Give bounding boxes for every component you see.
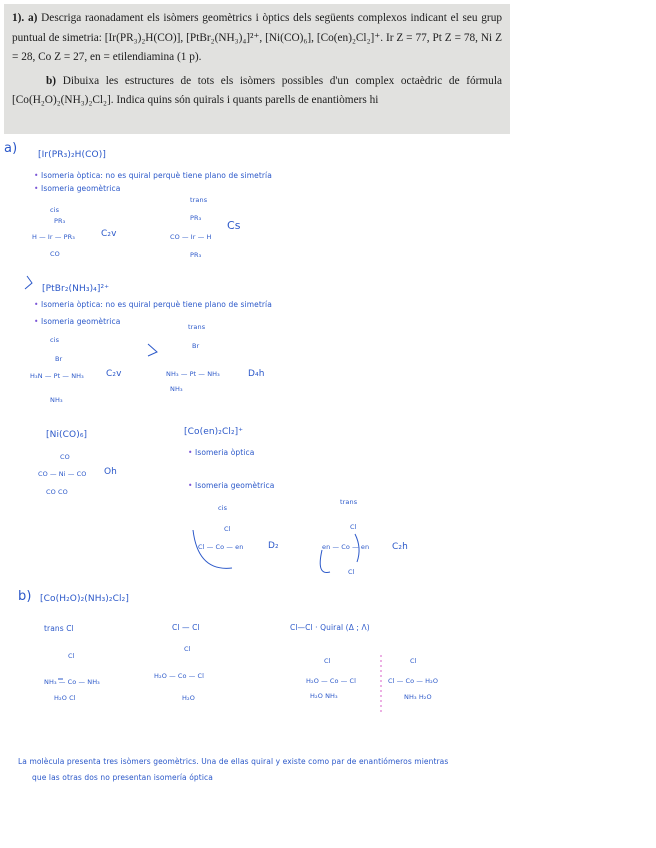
ir-cis-axis: H — Ir — PR₃ bbox=[32, 233, 75, 241]
ir-trans-label: trans bbox=[190, 196, 208, 204]
b-m4-top-ligand: Cl bbox=[410, 657, 417, 665]
b-m2-axis: H₂O — Co — Cl bbox=[154, 672, 205, 680]
question-b-number: b) bbox=[46, 74, 57, 87]
ni-bottom-ligands: CO CO bbox=[46, 488, 68, 496]
co-trans-bottom-ligand: Cl bbox=[348, 568, 355, 576]
pt-trans-bottom-ligand: NH₃ bbox=[170, 385, 183, 393]
pt-optical-note bbox=[34, 300, 272, 309]
pt-trans-top-ligand: Br bbox=[192, 342, 200, 350]
b-m2-top-ligand: Cl bbox=[184, 645, 191, 653]
bullet-dot: • bbox=[188, 481, 193, 490]
b-isomer1-title: trans Cl bbox=[44, 624, 74, 633]
b-m4-axis: Cl — Co — H₂O bbox=[388, 677, 439, 685]
co-cis-point-group: D₂ bbox=[268, 541, 279, 551]
b-m1-axis: NH₃ — Co — NH₃ bbox=[44, 678, 100, 686]
question-b-text: Dibuixa les estructures de tots els isòmers possibles d'un complex octaèdric de fórmula [Co(H₂O)₂(NH₃)₂Cl₂]. Indica quins són quirals i quants parells de enantiòmers hi bbox=[12, 74, 502, 106]
b-isomer2-title: Cl — Cl bbox=[172, 623, 200, 632]
co-trans-label: trans bbox=[340, 498, 358, 506]
ir-trans-top-ligand: PR₃ bbox=[190, 214, 202, 222]
ir-optical-text: Isomeria òptica: no es quiral perquè tiene plano de simetría bbox=[41, 171, 272, 180]
pt-cis-top-ligand: Br bbox=[55, 355, 63, 363]
conclusion-line-2: que las otras dos no presentan isomería óptica bbox=[32, 773, 213, 782]
b-m1-bottom-ligands: H₂O Cl bbox=[54, 694, 76, 702]
ir-geometric-note bbox=[34, 184, 120, 193]
ir-formula: [Ir(PR₃)₂H(CO)] bbox=[38, 150, 106, 160]
pt-cis-bottom-ligand: NH₃ bbox=[50, 396, 63, 404]
co-trans-point-group: C₂h bbox=[392, 542, 408, 552]
b-formula: [Co(H₂O)₂(NH₃)₂Cl₂] bbox=[40, 594, 129, 604]
pt-cis-axis: H₃N — Pt — NH₃ bbox=[30, 372, 84, 380]
pt-trans-label: trans bbox=[188, 323, 206, 331]
ir-trans-bottom-ligand: PR₃ bbox=[190, 251, 202, 259]
b-m1-top-ligand: Cl bbox=[68, 652, 75, 660]
b-m3-axis: H₂O — Co — Cl bbox=[306, 677, 357, 685]
bullet-dot: • bbox=[34, 171, 39, 180]
co-cis-top-ligand: Cl bbox=[224, 525, 231, 533]
b-m3-top-ligand: Cl bbox=[324, 657, 331, 665]
bullet-dot: • bbox=[34, 300, 39, 309]
pt-geometric-note bbox=[34, 317, 120, 326]
b-m2-bottom-ligand: H₂O bbox=[182, 694, 195, 702]
ir-cis-point-group: C₂v bbox=[101, 229, 117, 239]
co-formula: [Co(en)₂Cl₂]⁺ bbox=[184, 427, 244, 437]
pt-optical-text: Isomeria òptica: no es quiral perquè tiene plano de simetría bbox=[41, 300, 272, 309]
ir-cis-label: cis bbox=[50, 206, 60, 214]
co-optical-note bbox=[188, 448, 254, 457]
ni-formula: [Ni(CO)₆] bbox=[46, 430, 88, 440]
ir-geometric-text: Isomeria geomètrica bbox=[41, 184, 121, 193]
ir-trans-point-group: Cs bbox=[227, 219, 241, 232]
co-geometric-text: Isomeria geomètrica bbox=[195, 481, 275, 490]
co-cis-label: cis bbox=[218, 504, 228, 512]
co-geometric-note bbox=[188, 481, 274, 490]
ir-cis-top-ligand: PR₃ bbox=[54, 217, 66, 225]
ir-trans-axis: CO — Ir — H bbox=[170, 233, 212, 241]
question-a-number: 1). a) bbox=[12, 12, 38, 24]
pt-trans-axis: NH₃ — Pt — NH₃ bbox=[166, 370, 220, 378]
ni-point-group: Oh bbox=[104, 467, 117, 477]
co-cis-axis: Cl — Co — en bbox=[198, 543, 244, 551]
bullet-dot: • bbox=[34, 184, 39, 193]
ni-axis: CO — Ni — CO bbox=[38, 470, 87, 478]
b-isomer3-title: Cl—Cl · Quiral (Δ ; Λ) bbox=[290, 623, 370, 632]
bullet-dot: • bbox=[34, 317, 39, 326]
answer-b-label: b) bbox=[18, 589, 32, 604]
ir-optical-note bbox=[34, 171, 272, 180]
pt-trans-point-group: D₄h bbox=[248, 369, 265, 379]
answer-a-label: a) bbox=[4, 141, 18, 156]
pt-geometric-text: Isomeria geomètrica bbox=[41, 317, 121, 326]
b-m3-bottom-ligands: H₂O NH₃ bbox=[310, 692, 338, 700]
question-a-text: Descriga raonadament els isòmers geomètrics i òptics dels següents complexos indicant el seu grup puntual de simetria: [Ir(PR₃)₂H(CO)], [PtBr₂(NH₃)₄]²⁺, [Ni(CO)₆], [Co(en)₂Cl₂]⁺. Ir Z = 77, Pt Z = 78, Ni Z = 28, Co Z = 27, en = etilendiamina (1 p). bbox=[12, 12, 502, 63]
pt-formula: [PtBr₂(NH₃)₄]²⁺ bbox=[42, 284, 110, 294]
bullet-dot: • bbox=[188, 448, 193, 457]
pt-cis-point-group: C₂v bbox=[106, 369, 122, 379]
ir-cis-bottom-ligand: CO bbox=[50, 250, 60, 258]
b-m4-bottom-ligands: NH₃ H₂O bbox=[404, 693, 432, 701]
conclusion-line-1: La molècula presenta tres isòmers geomètrics. Una de ellas quiral y existe como par de enantiómeros mientras bbox=[18, 757, 449, 766]
co-trans-axis: en — Co — en bbox=[322, 543, 370, 551]
co-trans-top-ligand: Cl bbox=[350, 523, 357, 531]
pt-cis-label: cis bbox=[50, 336, 60, 344]
ni-top-ligand: CO bbox=[60, 453, 70, 461]
co-optical-text: Isomeria òptica bbox=[195, 448, 255, 457]
